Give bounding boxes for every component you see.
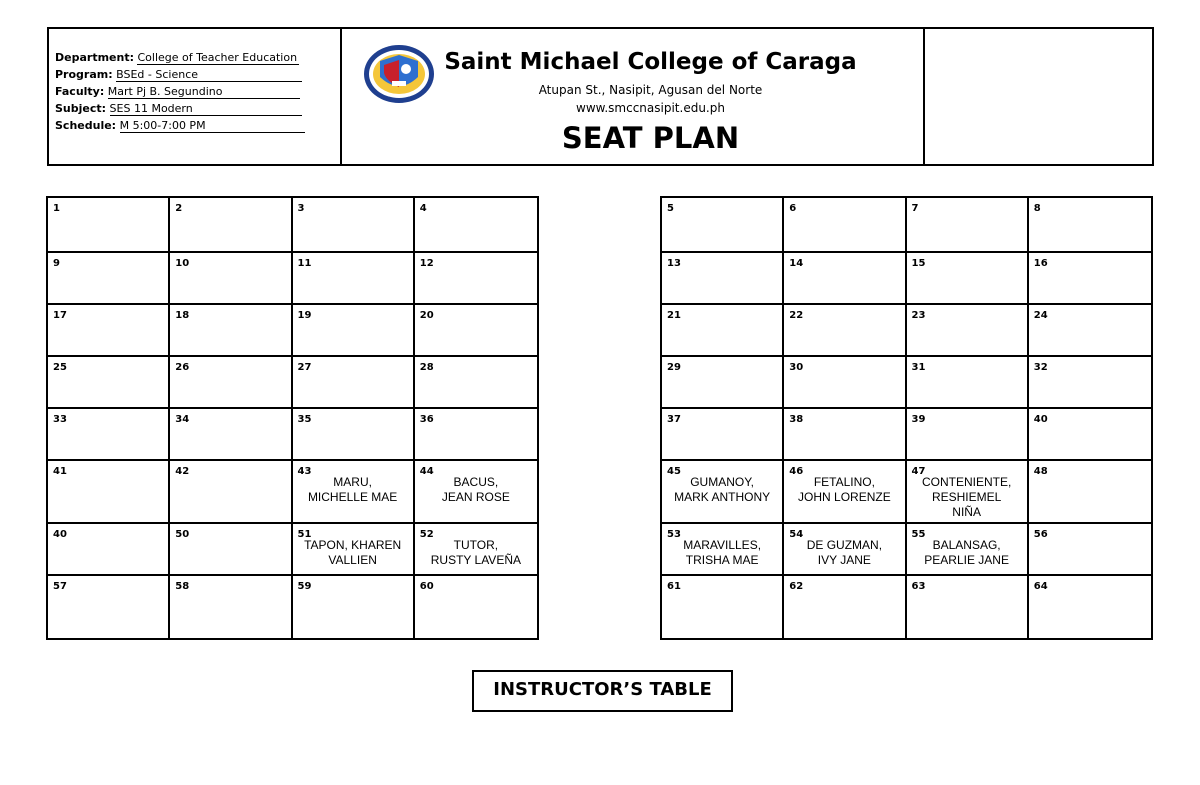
seat-cell [784, 253, 906, 305]
seat-number: 61 [667, 581, 681, 592]
seat-number: 9 [53, 258, 60, 269]
seat-cell [784, 305, 906, 357]
seat-cell [415, 524, 537, 576]
seat-number: 50 [175, 529, 190, 540]
seat-number: 52 [419, 529, 434, 540]
seat-cell [662, 524, 784, 576]
seat-cell [1029, 576, 1151, 638]
seat-number: 16 [1033, 258, 1048, 269]
seat-cell [170, 524, 292, 576]
seat-number: 37 [667, 414, 681, 425]
seat-number: 35 [297, 414, 312, 425]
program-value: BSEd - Science [116, 69, 302, 82]
schedule-value: M 5:00-7:00 PM [120, 120, 305, 133]
seat-cell [1029, 524, 1151, 576]
seat-number: 2 [175, 203, 183, 214]
seat-cell [662, 576, 784, 638]
seat-number: 31 [911, 362, 926, 373]
subject-label: Subject: [55, 102, 107, 115]
seat-number: 45 [667, 466, 681, 477]
student-name: TUTOR, RUSTY LAVEÑA [430, 538, 521, 567]
seat-cell [293, 524, 415, 576]
student-name: MARU, MICHELLE MAE [307, 475, 398, 504]
seat-number: 53 [667, 529, 681, 540]
seat-cell [170, 253, 292, 305]
seat-cell [662, 305, 784, 357]
seat-cell [784, 409, 906, 461]
faculty-line [55, 83, 340, 100]
seat-number: 58 [175, 581, 190, 592]
seat-cell [415, 305, 537, 357]
seat-cell [907, 409, 1029, 461]
seat-cell [293, 198, 415, 253]
student-name: FETALINO, JOHN LORENZE [798, 475, 891, 504]
seat-cell [784, 357, 906, 409]
seat-cell [170, 461, 292, 524]
seat-cell [1029, 253, 1151, 305]
seat-number: 62 [789, 581, 804, 592]
seat-cell [907, 305, 1029, 357]
seat-grid-right [660, 196, 1153, 640]
seat-cell [293, 409, 415, 461]
seat-number: 38 [789, 414, 804, 425]
seat-cell [1029, 305, 1151, 357]
seat-number: 23 [911, 310, 926, 321]
seat-cell [48, 305, 170, 357]
college-address: Atupan St., Nasipit, Agusan del Norte [538, 83, 763, 97]
student-name: CONTENIENTE, RESHIEMEL NIÑA [921, 475, 1012, 519]
department-label: Department: [55, 51, 134, 64]
student-name: DE GUZMAN, IVY JANE [806, 538, 883, 567]
seat-cell [48, 461, 170, 524]
seat-number: 18 [175, 310, 190, 321]
seat-cell [293, 576, 415, 638]
seat-number: 55 [911, 529, 926, 540]
seat-number: 24 [1033, 310, 1048, 321]
seat-cell [48, 524, 170, 576]
seat-number: 3 [297, 203, 305, 214]
seat-number: 10 [175, 258, 190, 269]
seat-cell [415, 576, 537, 638]
seat-number: 32 [1033, 362, 1048, 373]
faculty-value: Mart Pj B. Segundino [108, 86, 300, 99]
seat-cell [1029, 198, 1151, 253]
seat-cell [48, 409, 170, 461]
seat-cell [907, 461, 1029, 524]
seat-number: 47 [911, 466, 926, 477]
seat-cell [293, 357, 415, 409]
seat-number: 43 [297, 466, 312, 477]
college-name: Saint Michael College of Caraga [444, 49, 857, 75]
seat-number: 27 [297, 362, 312, 373]
seat-cell [293, 253, 415, 305]
department-line [55, 49, 340, 66]
seat-number: 44 [419, 466, 434, 477]
page-title: SEAT PLAN [561, 121, 740, 155]
student-name: BACUS, JEAN ROSE [441, 475, 510, 504]
seat-cell [1029, 409, 1151, 461]
seat-number: 22 [789, 310, 804, 321]
seat-cell [784, 198, 906, 253]
seat-number: 26 [175, 362, 190, 373]
student-name: MARAVILLES, TRISHA MAE [683, 538, 762, 567]
seat-number: 12 [419, 258, 434, 269]
seat-number: 39 [911, 414, 926, 425]
faculty-label: Faculty: [55, 85, 105, 98]
seat-cell [48, 576, 170, 638]
seat-number: 40 [53, 529, 67, 540]
seat-number: 17 [53, 310, 67, 321]
seat-number: 51 [297, 529, 312, 540]
program-line [55, 66, 340, 83]
seat-number: 33 [53, 414, 67, 425]
student-name: GUMANOY, MARK ANTHONY [674, 475, 771, 504]
seat-cell [907, 198, 1029, 253]
seat-number: 64 [1033, 581, 1048, 592]
seat-number: 60 [419, 581, 434, 592]
student-name: BALANSAG, PEARLIE JANE [924, 538, 1009, 567]
seat-cell [415, 198, 537, 253]
subject-value: SES 11 Modern [110, 103, 302, 116]
seat-cell [170, 576, 292, 638]
department-value: College of Teacher Education [137, 51, 298, 64]
seat-cell [170, 409, 292, 461]
seat-number: 54 [789, 529, 804, 540]
header-blank-cell [925, 29, 1152, 164]
seat-cell [170, 198, 292, 253]
seat-number: 29 [667, 362, 681, 373]
seat-cell [662, 409, 784, 461]
seat-cell [662, 357, 784, 409]
header-box [47, 27, 1154, 166]
seat-cell [170, 357, 292, 409]
seat-number: 42 [175, 466, 190, 477]
seat-number: 41 [53, 466, 67, 477]
student-name: TAPON, KHAREN VALLIEN [304, 538, 402, 567]
seat-number: 21 [667, 310, 681, 321]
seat-cell [48, 253, 170, 305]
seat-number: 25 [53, 362, 67, 373]
seat-number: 34 [175, 414, 190, 425]
seat-cell [784, 461, 906, 524]
schedule-label: Schedule: [55, 119, 117, 132]
seat-cell [662, 253, 784, 305]
seat-number: 63 [911, 581, 926, 592]
seat-cell [415, 409, 537, 461]
seat-cell [784, 576, 906, 638]
seat-number: 5 [667, 203, 674, 214]
college-website: www.smccnasipit.edu.ph [576, 101, 725, 115]
seat-cell [170, 305, 292, 357]
seat-number: 14 [789, 258, 804, 269]
seat-number: 30 [789, 362, 804, 373]
seat-cell [662, 198, 784, 253]
seat-grid-left [46, 196, 539, 640]
seat-cell [48, 357, 170, 409]
seat-number: 57 [53, 581, 67, 592]
seat-number: 19 [297, 310, 312, 321]
seat-number: 48 [1033, 466, 1048, 477]
seat-cell [784, 524, 906, 576]
seat-number: 8 [1033, 203, 1041, 214]
seat-cell [907, 524, 1029, 576]
seat-number: 56 [1033, 529, 1048, 540]
program-label: Program: [55, 68, 113, 81]
seat-number: 20 [419, 310, 434, 321]
seat-number: 4 [419, 203, 427, 214]
seat-number: 59 [297, 581, 312, 592]
college-block [342, 29, 925, 164]
seat-number: 36 [419, 414, 434, 425]
seat-cell [907, 357, 1029, 409]
seat-cell [1029, 357, 1151, 409]
subject-line [55, 100, 340, 117]
seat-cell [1029, 461, 1151, 524]
schedule-line [55, 117, 340, 134]
seat-number: 15 [911, 258, 926, 269]
seat-cell [907, 576, 1029, 638]
seat-cell [907, 253, 1029, 305]
seat-cell [415, 253, 537, 305]
seat-cell [293, 305, 415, 357]
seat-cell [415, 461, 537, 524]
seat-number: 11 [297, 258, 312, 269]
seat-cell [293, 461, 415, 524]
seat-number: 1 [53, 203, 60, 214]
seat-number: 28 [419, 362, 434, 373]
seat-cell [48, 198, 170, 253]
seat-number: 46 [789, 466, 804, 477]
seat-number: 40 [1033, 414, 1048, 425]
instructor-table: INSTRUCTOR’S TABLE [472, 670, 733, 712]
seat-number: 7 [911, 203, 919, 214]
seat-number: 13 [667, 258, 681, 269]
seat-number: 6 [789, 203, 797, 214]
seat-cell [662, 461, 784, 524]
seat-cell [415, 357, 537, 409]
course-info [49, 29, 342, 164]
